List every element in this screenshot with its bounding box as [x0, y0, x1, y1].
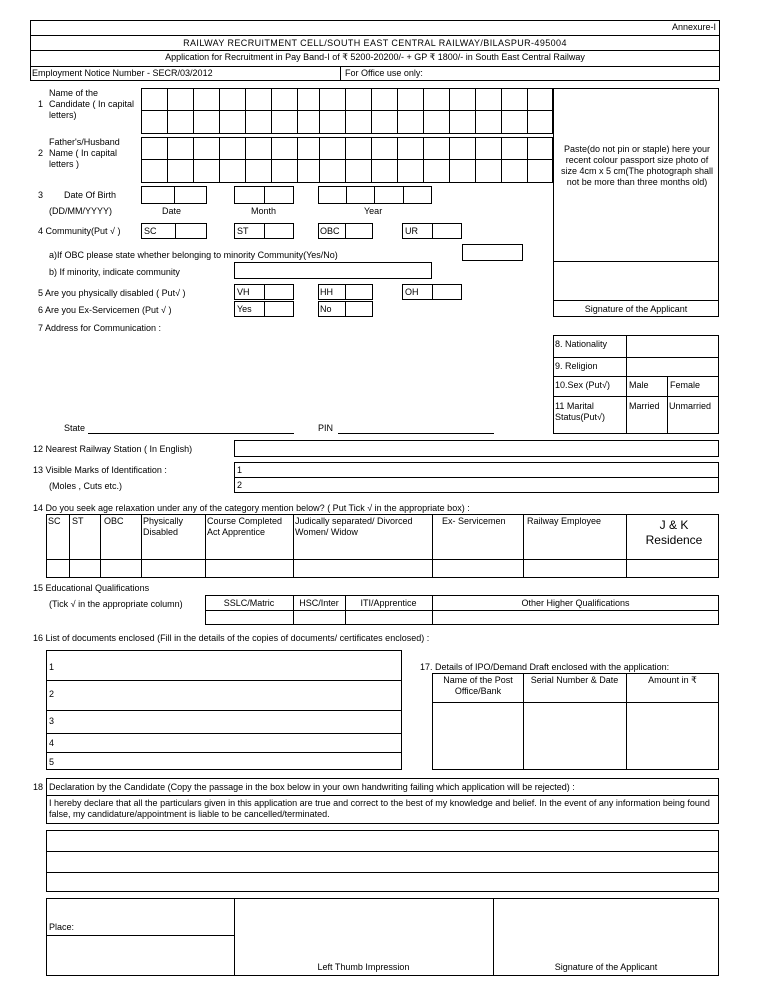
left-thumb-label: Left Thumb Impression	[317, 962, 410, 972]
notice-divider	[340, 66, 341, 81]
q18-label: Declaration by the Candidate (Copy the passage in the box below in your own handwriting failing which application will be rejected) :	[49, 782, 575, 792]
pin-label: PIN	[318, 423, 334, 433]
employment-notice-number: Employment Notice Number - SECR/03/2012	[32, 68, 213, 78]
q2-number: 2	[38, 148, 44, 158]
q2-label: Father's/Husband Name ( In capital letters )	[49, 137, 120, 169]
obc-minority-input[interactable]	[462, 244, 523, 261]
q13-label: 13 Visible Marks of Identification :	[33, 465, 167, 475]
dob-year-label: Year	[364, 206, 383, 216]
document-4[interactable]: 4	[49, 738, 55, 748]
q15-label: 15 Educational Qualifications	[33, 583, 150, 593]
jk-residence-label: J & K Residence	[645, 518, 703, 547]
age-relax-obc-cell[interactable]	[100, 559, 141, 578]
form-title: RAILWAY RECRUITMENT CELL/SOUTH EAST CENTRAL RAILWAY/BILASPUR-495004	[183, 38, 567, 48]
q18-number: 18	[33, 782, 44, 792]
q4b-label: b) If minority, indicate community	[49, 267, 180, 277]
q3-number: 3	[38, 190, 44, 200]
religion-label: 9. Religion	[555, 361, 598, 371]
q15-sub: (Tick √ in the appropriate column)	[49, 599, 183, 609]
form-subtitle: Application for Recruitment in Pay Band-I of ₹ 5200-20200/- + GP ₹ 1800/- in South East Central Railway	[165, 52, 585, 62]
document-5[interactable]: 5	[49, 757, 55, 767]
handwriting-box[interactable]	[46, 830, 719, 892]
marital-label: 11 Marital Status(Put√)	[555, 401, 605, 422]
photo-instructions: Paste(do not pin or staple) here your recent colour passport size photo of size 4cm x 5 cm(The photograph shall not be more than three months old)	[560, 144, 714, 187]
applicant-signature-label: Signature of the Applicant	[554, 962, 658, 972]
q7-label: 7 Address for Communication :	[38, 323, 162, 333]
header-divider-1	[30, 35, 720, 36]
q4a-label: a)If OBC please state whether belonging to minority Community(Yes/No)	[49, 250, 338, 260]
header-divider-2	[30, 50, 720, 51]
dob-month-label: Month	[251, 206, 277, 216]
dob-year-box[interactable]	[318, 186, 432, 204]
document-2[interactable]: 2	[49, 689, 55, 699]
sex-male[interactable]: Male	[629, 380, 649, 390]
annexure-label: Annexure-I	[671, 22, 716, 32]
q3-format: (DD/MM/YYYY)	[49, 206, 112, 216]
q13-sub: (Moles , Cuts etc.)	[49, 481, 123, 491]
photo-signature-label: Signature of the Applicant	[584, 304, 688, 314]
identification-mark-1[interactable]	[234, 462, 719, 478]
document-1[interactable]: 1	[49, 662, 55, 672]
declaration-text: I hereby declare that all the particulars given in this application are true and correct to the best of my knowledge and belief. In the event of any information being found false, my candidature/appointment is liable to be cancelled/terminated.	[49, 798, 710, 819]
office-use-label: For Office use only:	[345, 68, 423, 78]
nationality-label: 8. Nationality	[555, 339, 608, 349]
q17-label: 17. Details of IPO/Demand Draft enclosed with the application:	[420, 662, 670, 672]
q5-label: 5 Are you physically disabled ( Put√ )	[38, 288, 186, 298]
q16-label: 16 List of documents enclosed (Fill in the details of the copies of documents/ certificates enclosed) :	[33, 633, 430, 643]
q6-label: 6 Are you Ex-Servicemen (Put √ )	[38, 305, 172, 315]
q1-number: 1	[38, 99, 44, 109]
father-name-grid[interactable]	[141, 137, 553, 183]
pin-line[interactable]	[338, 433, 494, 434]
state-label: State	[64, 423, 86, 433]
marital-unmarried[interactable]: Unmarried	[669, 401, 712, 411]
q14-label: 14 Do you seek age relaxation under any of the category mention below? ( Put Tick √ in the appropriate box) :	[33, 503, 470, 513]
place-label: Place:	[49, 922, 75, 932]
document-3[interactable]: 3	[49, 716, 55, 726]
nearest-station-input[interactable]	[234, 440, 719, 457]
q12-label: 12 Nearest Railway Station ( In English)	[33, 444, 193, 454]
identification-mark-2[interactable]	[234, 477, 719, 493]
age-relax-sc-cell[interactable]	[46, 559, 69, 578]
minority-community-input[interactable]	[234, 262, 432, 279]
q3-label: Date Of Birth	[64, 190, 117, 200]
name-grid[interactable]	[141, 88, 553, 134]
marital-married[interactable]: Married	[629, 401, 660, 411]
state-line[interactable]	[88, 433, 294, 434]
q4-label: 4 Community(Put √ )	[38, 226, 121, 236]
sex-label: 10.Sex (Put√)	[555, 380, 610, 390]
sex-female[interactable]: Female	[670, 380, 701, 390]
age-relax-st-cell[interactable]	[69, 559, 100, 578]
q1-label: Name of the Candidate ( In capital letters)	[49, 88, 135, 120]
dob-date-label: Date	[162, 206, 182, 216]
